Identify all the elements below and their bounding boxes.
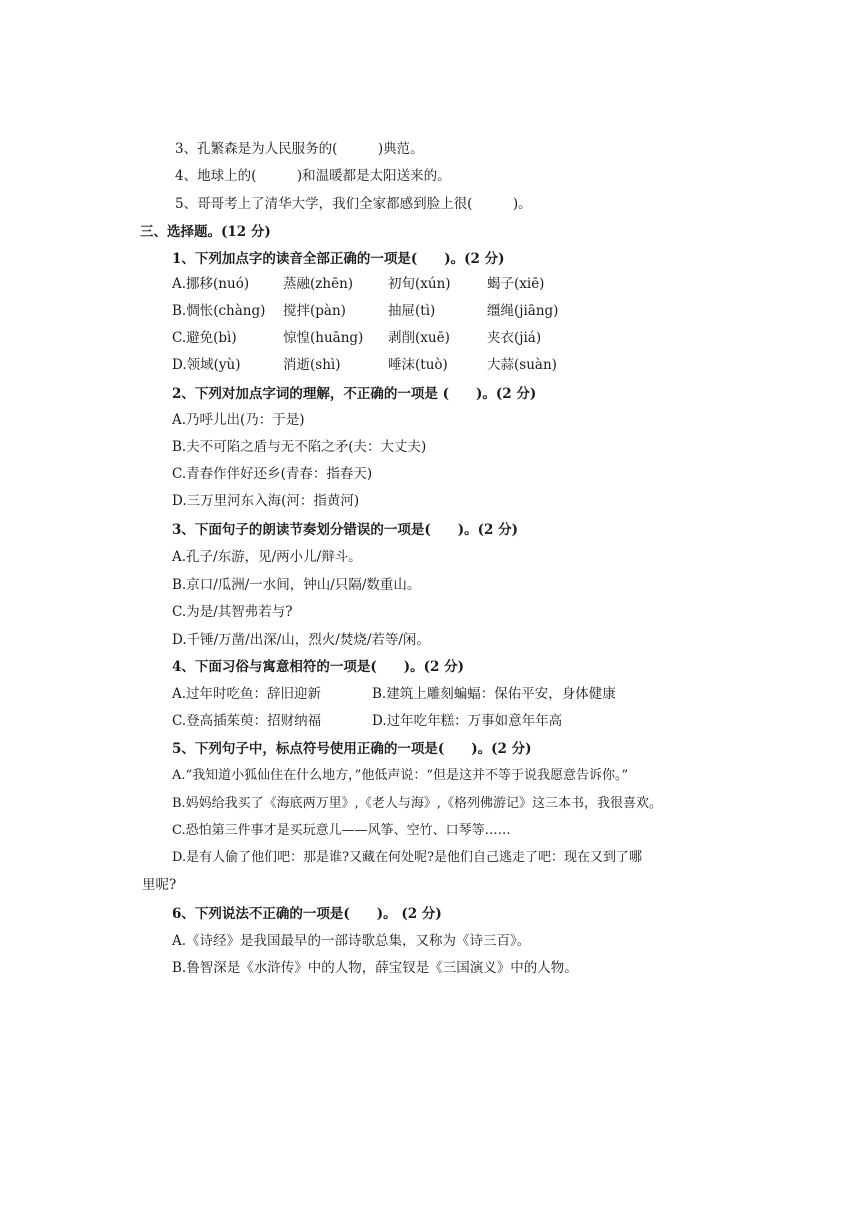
q4-option-c: C.登高插茱萸：招财纳福 <box>172 713 322 729</box>
q4-option-b: B.建筑上雕刻蝙蝠：保佑平安，身体健康 <box>372 686 616 702</box>
q1-d-1: D.领域(yù) <box>172 357 241 373</box>
q1-a-4: 蝎子(xiē) <box>487 276 545 292</box>
q1-d-4: 大蒜(suàn) <box>487 357 557 373</box>
q6-option-a: A.《诗经》是我国最早的一部诗歌总集，又称为《诗三百》。 <box>172 933 531 949</box>
question-1-stem: 1、下列加点字的读音全部正确的一项是( )。(2 分) <box>172 251 505 267</box>
fill-blank-3: 3、孔繁森是为人民服务的( )典范。 <box>175 141 424 157</box>
question-4-stem: 4、下面习俗与寓意相符的一项是( )。(2 分) <box>172 659 465 675</box>
q2-option-b: B.夫不可陷之盾与无不陷之矛(夫：大丈夫) <box>172 439 427 455</box>
question-3-stem: 3、下面句子的朗读节奏划分错误的一项是( )。(2 分) <box>172 522 519 538</box>
q5-option-a: A.“我知道小狐仙住在什么地方，”他低声说：“但是这并不等于说我愿意告诉你。” <box>172 768 629 783</box>
fill-blank-4: 4、地球上的( )和温暖都是太阳送来的。 <box>175 168 451 184</box>
q2-option-c: C.青春作伴好还乡(青春：指春天) <box>172 466 373 482</box>
q1-d-2: 消逝(shì) <box>283 357 341 373</box>
q1-b-4: 缰绳(jiāng) <box>487 303 559 319</box>
q1-b-1: B.惆怅(chàng) <box>172 303 266 319</box>
q2-option-d: D.三万里河东入海(河：指黄河) <box>172 493 360 509</box>
q4-option-d: D.过年吃年糕：万事如意年年高 <box>372 713 563 729</box>
q5-option-d: D.是有人偷了他们吧：那是谁?又藏在何处呢?是他们自己逃走了吧：现在又到了哪 <box>172 850 643 865</box>
section-title: 三、选择题。(12 分) <box>140 224 271 240</box>
q6-option-b: B.鲁智深是《水浒传》中的人物，薛宝钗是《三国演义》中的人物。 <box>172 960 578 976</box>
q3-option-b: B.京口/瓜洲/一水间，钟山/只隔/数重山。 <box>172 577 421 593</box>
q2-option-a: A.乃呼儿出(乃：于是) <box>172 412 305 428</box>
q5-option-b: B.妈妈给我买了《海底两万里》,《老人与海》,《格列佛游记》这三本书，我很喜欢。 <box>172 796 662 811</box>
q1-c-2: 惊惶(huāng) <box>283 330 364 346</box>
q1-c-4: 夹衣(jiá) <box>487 330 542 346</box>
q1-a-3: 初旬(xún) <box>388 276 451 292</box>
q1-b-3: 抽屉(tì) <box>388 303 436 319</box>
q5-option-d-continued: 里呢? <box>142 877 177 893</box>
question-5-stem: 5、下列句子中，标点符号使用正确的一项是( )。(2 分) <box>172 741 532 757</box>
q3-option-c: C.为是/其智弗若与? <box>172 604 293 620</box>
q3-option-d: D.千锤/万凿/出深/山，烈火/焚烧/若等/闲。 <box>172 632 430 648</box>
q1-c-1: C.避免(bì) <box>172 330 237 346</box>
q5-option-c: C.恐怕第三件事才是买玩意儿——风筝、空竹、口琴等…… <box>172 823 511 838</box>
fill-blank-5: 5、哥哥考上了清华大学，我们全家都感到脸上很( )。 <box>175 196 532 212</box>
q4-option-a: A.过年时吃鱼：辞旧迎新 <box>172 686 322 702</box>
q1-c-3: 剥削(xuē) <box>388 330 450 346</box>
q1-b-2: 搅拌(pàn) <box>283 303 346 319</box>
q1-a-2: 蒸融(zhēn) <box>283 276 354 292</box>
question-2-stem: 2、下列对加点字词的理解，不正确的一项是 ( )。(2 分) <box>172 386 537 402</box>
q3-option-a: A.孔子/东游，见/两小儿/辩斗。 <box>172 549 362 565</box>
question-6-stem: 6、下列说法不正确的一项是( )。 (2 分) <box>172 906 442 922</box>
q1-a-1: A.挪移(nuó) <box>172 276 250 292</box>
q1-d-3: 唾沫(tuò) <box>388 357 448 373</box>
